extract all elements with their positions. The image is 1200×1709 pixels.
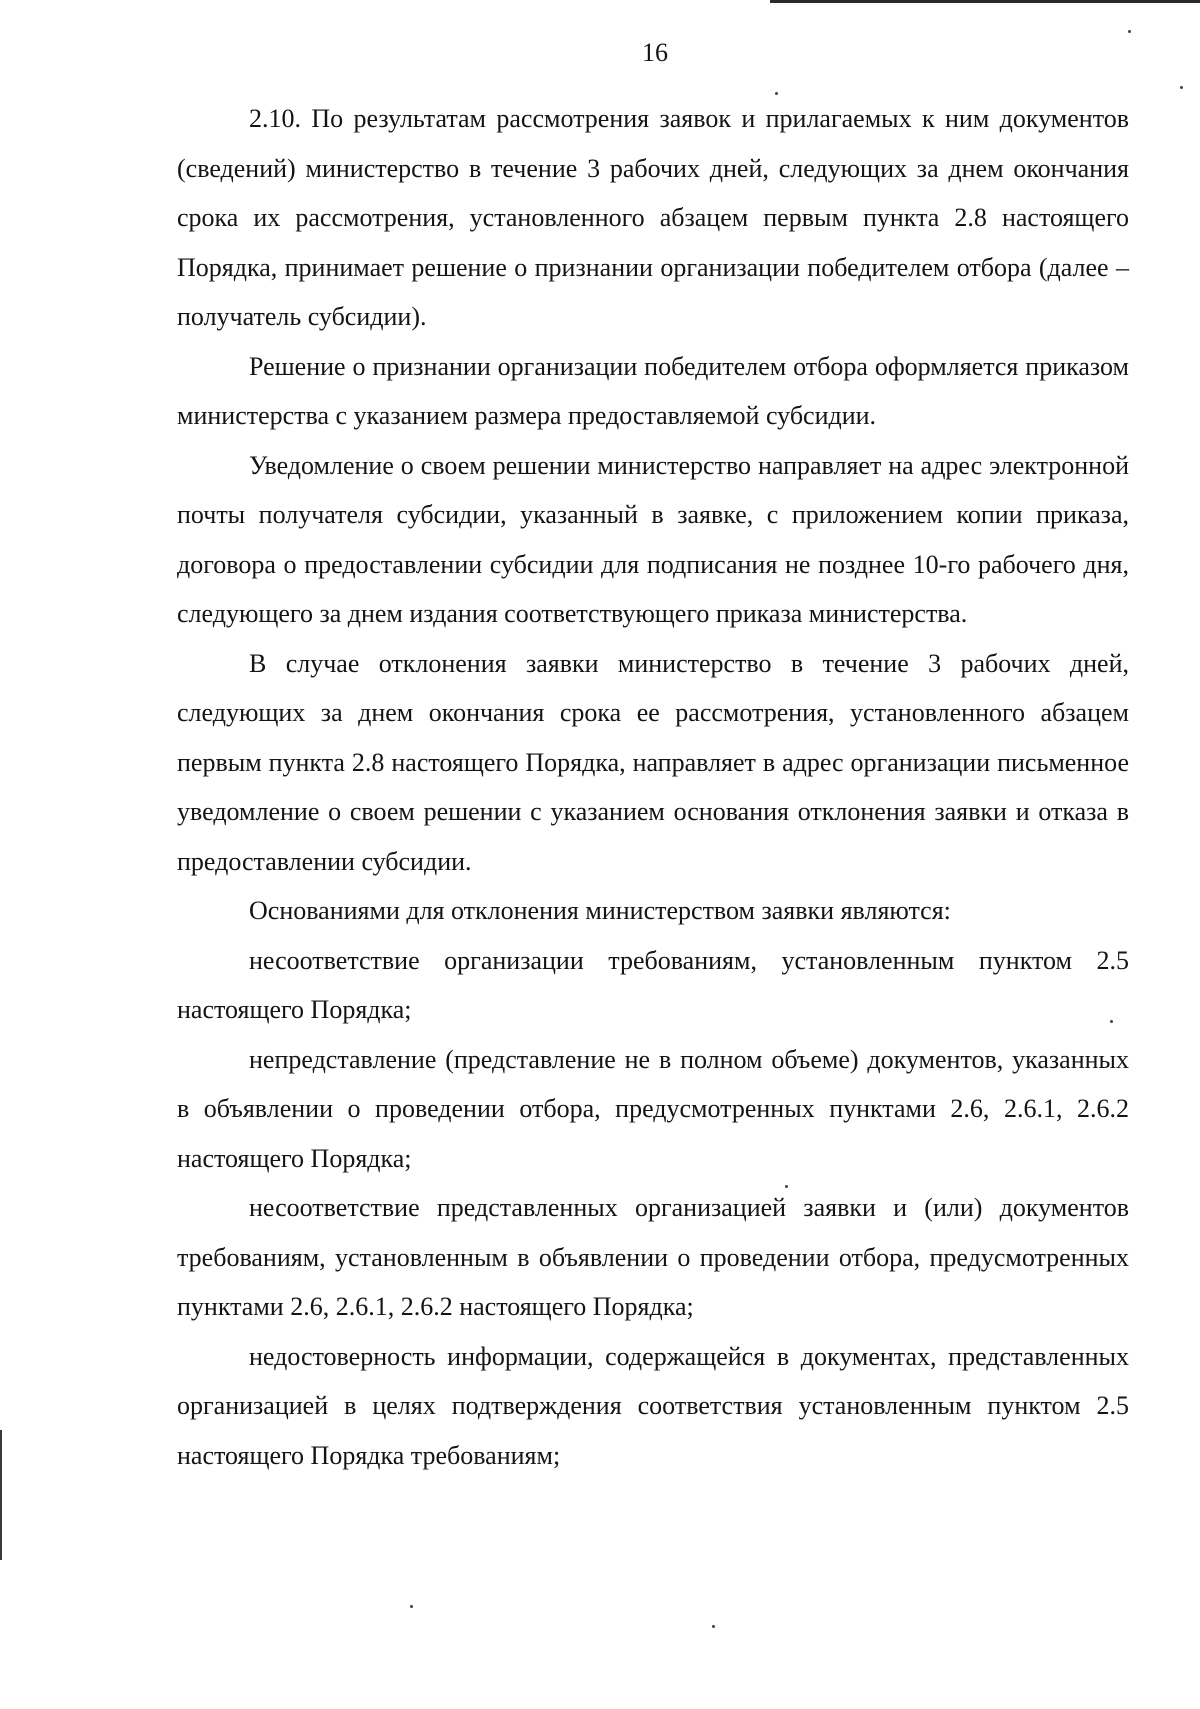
paragraph-grounds-intro: Основаниями для отклонения министерством заявки являются: [249, 896, 951, 925]
scan-speck [775, 92, 778, 95]
list-item-ground-1: несоответствие организации требованиям, установленным пунктом 2.5 настоящего Порядка; [177, 945, 1129, 1024]
scan-speck [712, 1625, 715, 1628]
document-body [177, 94, 1129, 1480]
scan-speck [1110, 1020, 1113, 1023]
paragraph-rejection: В случае отклонения заявки министерство в течение 3 рабочих дней, следующих за днем окончания срока ее рассмотрения, установленного абзацем первым пункта 2.8 настоящего Порядка, направляет в адрес организации письменное уведомление о своем решении с указанием основания отклонения заявки и отказа в предоставлении субсидии. [177, 648, 1129, 876]
list-item-ground-4: недостоверность информации, содержащейся в документах, представленных организацией в целях подтверждения соответствия установленным пунктом 2.5 настоящего Порядка требованиям; [177, 1341, 1129, 1470]
scan-speck [410, 1605, 413, 1608]
paragraph-2-10: 2.10. По результатам рассмотрения заявок и прилагаемых к ним документов (сведений) министерство в течение 3 рабочих дней, следующих за днем окончания срока их рассмотрения, установленного абзацем первым пункта 2.8 настоящего Порядка, принимает решение о признании организации победителем отбора (далее – получатель субсидии). [177, 104, 1129, 331]
paragraph-decision-order: Решение о признании организации победителем отбора оформляется приказом министерства с указанием размера предоставляемой субсидии. [177, 351, 1129, 430]
scan-speck [785, 1185, 788, 1188]
list-item-ground-2: непредставление (представление не в полном объеме) документов, указанных в объявлении о проведении отбора, предусмотренных пунктами 2.6, 2.6.1, 2.6.2 настоящего Порядка; [177, 1044, 1129, 1173]
page-number: 16 [642, 38, 668, 67]
paragraph-notification: Уведомление о своем решении министерство направляет на адрес электронной почты получателя субсидии, указанный в заявке, с приложением копии приказа, договора о предоставлении субсидии для подписания не позднее 10-го рабочего дня, следующего за днем издания соответствующего приказа министерства. [177, 450, 1129, 628]
scan-speck [1180, 86, 1183, 89]
scan-left-edge [0, 1430, 2, 1560]
list-item-ground-3: несоответствие представленных организацией заявки и (или) документов требованиям, установленным в объявлении о проведении отбора, предусмотренных пунктами 2.6, 2.6.1, 2.6.2 настоящего Порядка; [177, 1193, 1129, 1321]
scan-speck [1128, 30, 1131, 33]
scan-top-rule [770, 0, 1200, 3]
